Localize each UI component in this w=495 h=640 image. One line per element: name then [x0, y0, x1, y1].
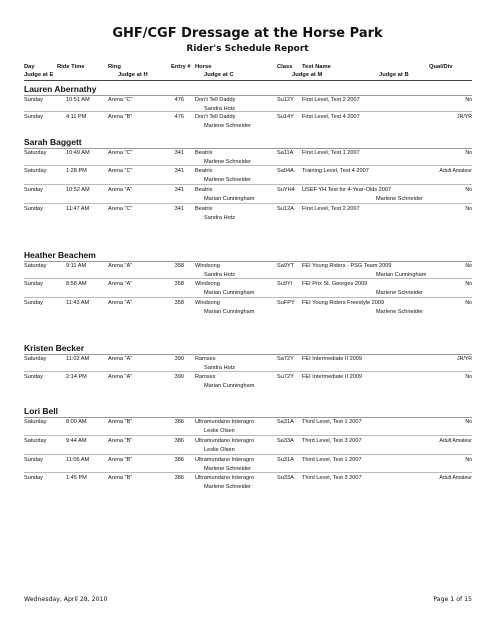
ride-time: 2:14 PM [66, 374, 87, 380]
col-judge-b: Judge at B [379, 72, 409, 78]
ride-qual-div: JR/YR [457, 114, 472, 120]
ride-judge-c: Marian Cunningham [204, 196, 255, 202]
ride-horse: Windsong [195, 300, 220, 306]
ride-entry: 341 [174, 150, 184, 156]
rider-divider [24, 148, 472, 149]
ride-ring: Arena "C" [108, 97, 133, 103]
ride-qual-div: No [465, 300, 472, 306]
ride-horse: Beatrix [195, 187, 213, 193]
ride-day: Sunday [24, 206, 43, 212]
ride-qual-div: No [465, 187, 472, 193]
rider-divider [24, 354, 472, 355]
ride-test-name: First Level, Test 2 2007 [302, 97, 360, 103]
ride-class: Su9YI [277, 281, 293, 287]
ride-judge-c: Marlene Schneider [204, 159, 251, 165]
ride-ring: Arena "B" [108, 457, 133, 463]
ride-entry: 386 [174, 419, 184, 425]
ride-day: Saturday [24, 438, 47, 444]
ride-horse: Beatrix [195, 206, 213, 212]
col-judge-h: Judge at H [118, 72, 148, 78]
ride-entry: 390 [174, 356, 184, 362]
ride-judge-c: Sandra Hotz [204, 365, 236, 371]
ride-day: Sunday [24, 97, 43, 103]
ride-entry: 386 [174, 457, 184, 463]
report-title: GHF/CGF Dressage at the Horse Park [112, 26, 383, 41]
ride-entry: 341 [174, 187, 184, 193]
report-subtitle: Rider's Schedule Report [186, 44, 309, 54]
ride-ring: Arena "A" [108, 374, 133, 380]
ride-test-name: Third Level, Test 3 2007 [302, 475, 362, 481]
row-divider [24, 184, 472, 185]
ride-class: Sa9YT [277, 263, 295, 269]
row-divider [24, 435, 472, 436]
ride-horse: Ultramundano Interagro [195, 419, 255, 425]
ride-class: Sa72Y [277, 356, 294, 362]
ride-time: 11:02 AM [66, 356, 90, 362]
rider-name: Kristen Becker [24, 343, 85, 353]
ride-test-name: Third Level, Test 1 2007 [302, 457, 362, 463]
row-divider [24, 203, 472, 204]
ride-day: Sunday [24, 374, 43, 380]
ride-entry: 476 [174, 114, 184, 120]
ride-judge-b: Marlene Schneider [376, 309, 423, 315]
ride-day: Saturday [24, 168, 47, 174]
col-horse: Horse [195, 64, 212, 70]
ride-test-name: Training Level, Test 4 2007 [302, 168, 369, 174]
ride-day: Saturday [24, 263, 47, 269]
ride-qual-div: Adult Amateur [439, 438, 472, 444]
row-divider [24, 371, 472, 372]
ride-ring: Arena "B" [108, 114, 133, 120]
ride-qual-div: No [465, 457, 472, 463]
col-test-name: Test Name [302, 64, 331, 70]
col-judge-c: Judge at C [204, 72, 234, 78]
ride-class: Su12Y [277, 97, 294, 103]
ride-class: Su31A [277, 457, 294, 463]
col-class: Class [277, 64, 293, 70]
ride-test-name: Third Level, Test 1 2007 [302, 419, 362, 425]
ride-judge-b: Marlene Schneider [376, 290, 423, 296]
ride-ring: Arena "A" [108, 300, 133, 306]
ride-class: Sa31A [277, 419, 294, 425]
ride-qual-div: Adult Amateur [439, 475, 472, 481]
ride-test-name: FEI Young Riders Freestyle 2009 [302, 300, 385, 306]
ride-ring: Arena "A" [108, 187, 133, 193]
footer-page-number: Page 1 of 15 [433, 596, 472, 603]
ride-time: 8:00 AM [66, 419, 87, 425]
col-ride-time: Ride Time [57, 64, 85, 70]
ride-test-name: FEI Intermediate II 2009 [302, 356, 363, 362]
ride-time: 1:45 PM [66, 475, 87, 481]
col-qual-div: Qual/Div [429, 64, 453, 70]
ride-entry: 358 [174, 281, 184, 287]
ride-test-name: First Level, Test 1 2007 [302, 150, 360, 156]
ride-qual-div: JR/YR [457, 356, 472, 362]
ride-horse: Don't Tell Daddy [195, 114, 236, 120]
ride-day: Saturday [24, 150, 47, 156]
ride-horse: Don't Tell Daddy [195, 97, 236, 103]
ride-judge-c: Sandra Hotz [204, 106, 236, 112]
ride-entry: 390 [174, 374, 184, 380]
ride-judge-c: Marian Cunningham [204, 290, 255, 296]
ride-day: Saturday [24, 419, 47, 425]
ride-test-name: FEI Young Riders - PSG Team 2009 [302, 263, 392, 269]
ride-class: Sa33A [277, 438, 294, 444]
ride-test-name: First Level, Test 2 2007 [302, 206, 360, 212]
ride-horse: Ultramundano Interagro [195, 457, 255, 463]
rider-divider [24, 95, 472, 96]
ride-judge-b: Marlene Schneider [376, 196, 423, 202]
ride-ring: Arena "A" [108, 356, 133, 362]
ride-judge-c: Leslie Olsen [204, 447, 235, 453]
ride-ring: Arena "C" [108, 168, 133, 174]
col-judge-e: Judge at E [24, 72, 54, 78]
ride-entry: 476 [174, 97, 184, 103]
ride-entry: 341 [174, 206, 184, 212]
ride-class: Su72Y [277, 374, 294, 380]
ride-ring: Arena "C" [108, 206, 133, 212]
ride-entry: 358 [174, 263, 184, 269]
ride-class: Su33A [277, 475, 294, 481]
rider-divider [24, 417, 472, 418]
rider-name: Heather Beachem [24, 250, 96, 260]
ride-judge-b: Marian Cunningham [376, 272, 427, 278]
ride-ring: Arena "B" [108, 438, 133, 444]
ride-class: Su12A [277, 206, 294, 212]
ride-test-name: USEF YH Test for 4-Year-Olds 2007 [302, 187, 392, 193]
ride-time: 11:47 AM [66, 206, 90, 212]
ride-test-name: FEI Prix St. Georges 2009 [302, 281, 368, 287]
ride-time: 4:11 PM [66, 114, 87, 120]
ride-horse: Ramses [195, 374, 216, 380]
ride-entry: 386 [174, 438, 184, 444]
ride-qual-div: No [465, 263, 472, 269]
ride-entry: 341 [174, 168, 184, 174]
ride-judge-c: Marlene Schneider [204, 177, 251, 183]
col-day: Day [24, 64, 35, 70]
ride-horse: Beatrix [195, 150, 213, 156]
row-divider [24, 111, 472, 112]
ride-class: Sa04A [277, 168, 294, 174]
ride-ring: Arena "B" [108, 419, 133, 425]
col-judge-m: Judge at M [292, 72, 323, 78]
ride-time: 11:43 AM [66, 300, 90, 306]
rider-name: Lori Bell [24, 406, 59, 416]
ride-class: Sa11A [277, 150, 294, 156]
ride-day: Sunday [24, 187, 43, 193]
ride-time: 10:52 AM [66, 187, 90, 193]
ride-day: Sunday [24, 281, 43, 287]
ride-time: 11:06 AM [66, 457, 90, 463]
ride-test-name: First Level, Test 4 2007 [302, 114, 360, 120]
ride-time: 10:49 AM [66, 150, 90, 156]
ride-qual-div: No [465, 419, 472, 425]
ride-entry: 358 [174, 300, 184, 306]
rider-name: Sarah Baggett [24, 137, 82, 147]
ride-judge-c: Marian Cunningham [204, 383, 255, 389]
ride-judge-c: Leslie Olsen [204, 428, 235, 434]
ride-time: 9:44 AM [66, 438, 87, 444]
ride-ring: Arena "C" [108, 150, 133, 156]
ride-ring: Arena "A" [108, 263, 133, 269]
ride-horse: Beatrix [195, 168, 213, 174]
ride-qual-div: No [465, 206, 472, 212]
row-divider [24, 472, 472, 473]
header-divider [24, 80, 472, 81]
ride-class: SuYH4 [277, 187, 295, 193]
ride-class: Su14Y [277, 114, 294, 120]
ride-horse: Windsong [195, 263, 220, 269]
ride-qual-div: No [465, 97, 472, 103]
ride-time: 1:28 PM [66, 168, 87, 174]
ride-judge-c: Sandra Hotz [204, 215, 236, 221]
ride-judge-c: Marlene Schneider [204, 123, 251, 129]
ride-horse: Ultramundano Interagro [195, 475, 255, 481]
ride-qual-div: Adult Amateur [439, 168, 472, 174]
ride-time: 8:58 AM [66, 281, 87, 287]
ride-horse: Windsong [195, 281, 220, 287]
col-entry: Entry # [171, 64, 191, 70]
ride-horse: Ultramundano Interagro [195, 438, 255, 444]
ride-day: Sunday [24, 300, 43, 306]
ride-judge-c: Marlene Schneider [204, 466, 251, 472]
ride-qual-div: No [465, 374, 472, 380]
ride-judge-c: Marlene Schneider [204, 484, 251, 490]
rider-divider [24, 261, 472, 262]
ride-qual-div: No [465, 150, 472, 156]
ride-qual-div: No [465, 281, 472, 287]
ride-judge-c: Sandra Hotz [204, 272, 236, 278]
ride-day: Sunday [24, 457, 43, 463]
ride-day: Sunday [24, 114, 43, 120]
row-divider [24, 454, 472, 455]
ride-day: Sunday [24, 475, 43, 481]
rider-name: Lauren Abernathy [24, 84, 97, 94]
ride-ring: Arena "A" [108, 281, 133, 287]
row-divider [24, 165, 472, 166]
ride-test-name: FEI Intermediate II 2009 [302, 374, 363, 380]
row-divider [24, 278, 472, 279]
ride-entry: 386 [174, 475, 184, 481]
ride-time: 10:51 AM [66, 97, 90, 103]
ride-time: 9:11 AM [66, 263, 87, 269]
ride-class: SuFPY [277, 300, 295, 306]
ride-day: Saturday [24, 356, 47, 362]
ride-test-name: Third Level, Test 3 2007 [302, 438, 362, 444]
ride-horse: Ramses [195, 356, 216, 362]
ride-ring: Arena "B" [108, 475, 133, 481]
ride-judge-c: Marian Cunningham [204, 309, 255, 315]
col-ring: Ring [108, 64, 121, 70]
footer-date: Wednesday, April 28, 2010 [24, 596, 108, 603]
row-divider [24, 297, 472, 298]
